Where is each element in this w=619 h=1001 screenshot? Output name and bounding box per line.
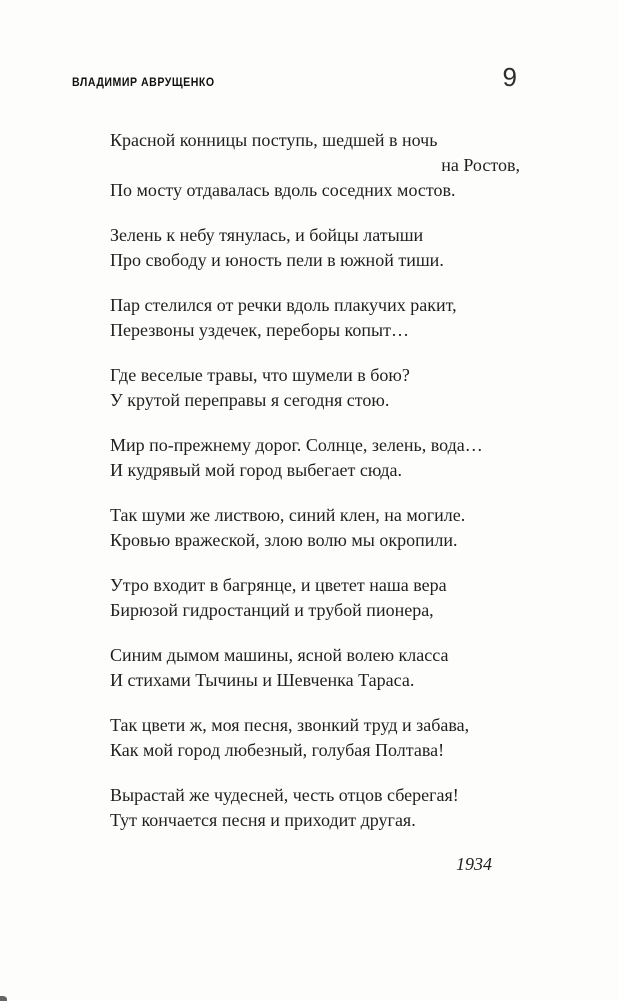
poem-line: Где веселые травы, что шумели в бою? [110, 365, 410, 385]
poem-line: Тут кончается песня и приходит другая. [110, 810, 416, 830]
poem-line: Перезвоны уздечек, переборы копыт… [110, 320, 409, 340]
poem-line: Вырастай же чудесней, честь отцов сберегая! [110, 785, 459, 805]
poem-line: Так шуми же листвою, синий клен, на могиле. [110, 505, 466, 525]
poem-date: 1934 [456, 854, 492, 874]
stanza [110, 713, 520, 763]
poem-line: на Ростов, [441, 155, 520, 175]
poem-line: У крутой переправы я сегодня стою. [110, 390, 390, 410]
poem-line: И стихами Тычины и Шевченка Тараса. [110, 670, 415, 690]
stanza [110, 363, 520, 413]
poem-line: Зелень к небу тянулась, и бойцы латыши [110, 225, 424, 245]
poem-line: Красной конницы поступь, шедшей в ночь [110, 130, 438, 150]
stanza [110, 128, 520, 203]
poem-line: Утро входит в багрянце, и цветет наша вера [110, 575, 447, 595]
stanza [110, 643, 520, 693]
stanza [110, 783, 520, 833]
poem-line: Так цвети ж, моя песня, звонкий труд и забава, [110, 715, 470, 735]
poem-line: Пар стелился от речки вдоль плакучих ракит, [110, 295, 457, 315]
stanza [110, 433, 520, 483]
poem-line: По мосту отдавалась вдоль соседних мостов. [110, 180, 456, 200]
stanza [110, 573, 520, 623]
poem-line: Кровью вражеской, злою волю мы окропили. [110, 530, 458, 550]
page-number: 9 [502, 62, 517, 92]
stanza [110, 293, 520, 343]
stanza [110, 503, 520, 553]
poem-line: И кудрявый мой город выбегает сюда. [110, 460, 403, 480]
poem-line: Синим дымом машины, ясной волею класса [110, 645, 449, 665]
stanza [110, 223, 520, 273]
running-header-author: ВЛАДИМИР АВРУЩЕНКО [72, 75, 215, 89]
scan-speck [0, 996, 7, 1001]
poem-line: Как мой город любезный, голубая Полтава! [110, 740, 445, 760]
poem-line: Бирюзой гидростанций и трубой пионера, [110, 600, 434, 620]
poem-line: Мир по-прежнему дорог. Солнце, зелень, вода… [110, 435, 483, 455]
poem-line: Про свободу и юность пели в южной тиши. [110, 250, 444, 270]
poem [110, 128, 520, 875]
